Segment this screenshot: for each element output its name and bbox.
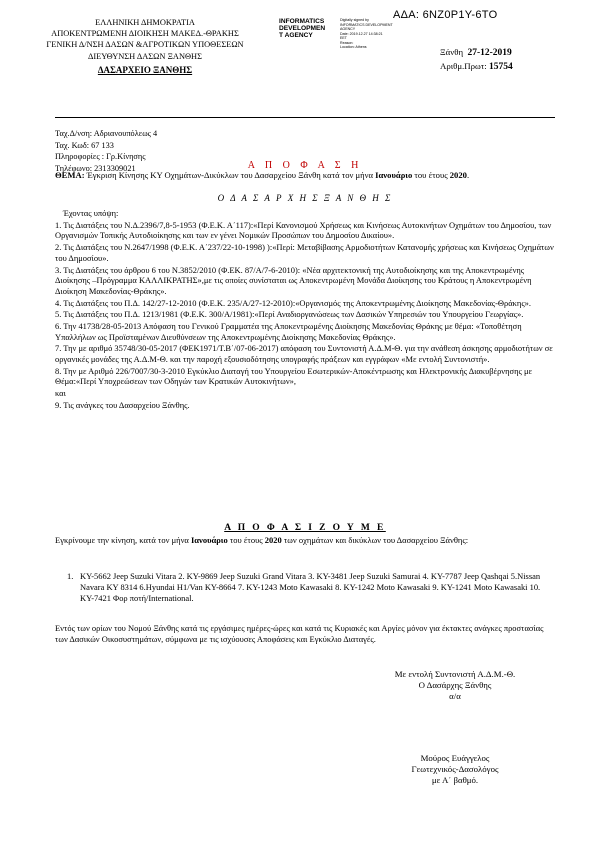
protocol-number: 15754 xyxy=(488,62,513,72)
consideration-conjunction: και xyxy=(55,388,66,399)
approval-text xyxy=(55,535,555,546)
consideration-item: 7. Την με αριθμό 35748/30-05-2017 (ΦΕΚ1971/Τ.Β΄/07-06-2017) απόφαση του Συντονιστή Α.Δ.Μ-Θ. για την ανάθεση άσκησης αρμοδιοτήτων σε οργανικές μονάδες της Α.Δ.Μ-Θ. και την παροχή εξουσιοδότησης υπογραφής πράξεων και εγγράφων «Με εντολή Συντονιστή». xyxy=(55,343,553,365)
consideration-item: 1. Τις Διατάξεις του Ν.Δ.2396/7,8-5-1953 (Φ.Ε.Κ. Α΄117):«Περί Κανονισμού Χρήσεως και Κινήσεως Αυτοκινήτων Οχημάτων του Δημοσίου, των Οργανισμών Τοπικής Αυτοδιοίκησης και των εν γένει Νομικών Προσώπων του Δημοσίου Δικαίου». xyxy=(55,219,552,241)
agency-signature-logo xyxy=(279,18,325,40)
signatory-title: Γεωτεχνικός-Δασολόγος xyxy=(411,764,499,775)
subject-year: 2020 xyxy=(449,170,467,180)
consideration-item: 4. Τις Διατάξεις του Π.Δ. 142/27-12-2010 (Φ.Ε.Κ. 235/Α/27-12-2010):«Οργανισμός της Αποκεντρωμένης Διοίκησης Μακεδονίας-Θράκης». xyxy=(55,297,531,308)
considerations-intro: Έχοντας υπόψη: xyxy=(63,208,119,218)
logo-line: INFORMATICS xyxy=(279,18,325,25)
protocol-label: Αριθμ.Πρωτ: xyxy=(440,61,487,71)
subject-month: Ιανουάριο xyxy=(375,170,413,180)
consideration-item: 6. Την 41738/28-05-2013 Απόφαση του Γενικού Γραμματέα της Αποκεντρωμένης Διοίκησης Μακεδονίας Θράκης με θέμα: «Τοποθέτηση Υπαλλήλων ως Προϊσταμένων Διευθύνσεων της Αποκεντρωμένης Διοίκησης Μακεδονίας Θράκης». xyxy=(55,321,522,342)
office-name: ΔΑΣΑΡΧΕΙΟ ΞΑΝΘΗΣ xyxy=(97,64,193,75)
contact-address: Ταχ.Δ/νση: Αδριανουπόλεως 4 xyxy=(55,129,158,138)
usage-conditions: Εντός των ορίων του Νομού Ξάνθης κατά τις εργάσιμες ημέρες-ώρες και κατά τις Κυριακές και Αργίες μόνον για έκτακτες ανάγκες προστασίας των Δασικών Οικοσυστημάτων, σύμφωνα με τις ισχύουσες Αποφάσεις και Εγκύκλιο Διαταγές. xyxy=(55,623,544,644)
approval-year: 2020 xyxy=(264,535,282,545)
signature-detail-line: EET xyxy=(340,36,347,40)
signatory-grade: με Α΄ βαθμό. xyxy=(431,775,479,786)
authority-line: Ο Δασάρχης Ξάνθης xyxy=(418,679,492,690)
consideration-item: 8. Την με Αριθμό 226/7007/30-3-2010 Εγκύκλιο Διαταγή του Υπουργείου Εσωτερικών-Αποκέντρωσης και Ηλεκτρονικής Διακυβέρνησης με Θέμα:«Περί Υποχρεώσεων των Οδηγών των Κρατικών Αυτοκινήτων», xyxy=(55,365,533,387)
header-line: ΓΕΝΙΚΗ Δ/ΝΣΗ ΔΑΣΩΝ &ΑΓΡΟΤΙΚΩΝ ΥΠΟΘΕΣΕΩΝ xyxy=(46,40,244,50)
header-divider xyxy=(55,117,555,118)
vehicle-list-number: 1. xyxy=(67,571,74,581)
contact-postcode: Ταχ. Κωδ: 67 133 xyxy=(55,140,114,150)
authority-block xyxy=(360,669,550,701)
header-line: ΑΠΟΚΕΝΤΡΩΜΕΝΗ ΔΙΟΙΚΗΣΗ ΜΑΚΕΔ.-ΘΡΑΚΗΣ xyxy=(51,29,239,39)
approval-text-part: των οχημάτων και δικύκλων του Δασαρχείου Ξάνθης: xyxy=(281,535,469,545)
logo-line: DEVELOPMEN xyxy=(279,25,326,33)
signature-detail-line: Location: Athens xyxy=(340,45,367,49)
date-value: 27-12-2019 xyxy=(467,48,512,58)
logo-line: T AGENCY xyxy=(279,32,313,40)
contact-phone: Τηλέφωνο: 2313309021 xyxy=(55,163,136,173)
subject-text: του έτους xyxy=(412,170,450,180)
subject-label: ΘΕΜΑ: xyxy=(55,170,85,180)
consideration-item: 2. Τις Διατάξεις του Ν.2647/1998 (Φ.Ε.Κ. Α΄237/22-10-1998) ):«Περί: Μεταβίβασης Αρμοδιοτήτων Κατανομής χρήσεως και Κινήσεως Οχημάτων του Δημοσίου». xyxy=(55,242,554,263)
document-title: Α Π Ο Φ Α Σ Η xyxy=(247,160,363,171)
signature-detail-line: Date: 2019.12.27 14:38:21 xyxy=(340,31,383,36)
header-line: ΕΛΛΗΝΙΚΗ ΔΗΜΟΚΡΑΤΙΑ xyxy=(95,18,195,27)
header-line: ΔΙΕΥΘΥΝΣΗ ΔΑΣΩΝ ΞΑΝΘΗΣ xyxy=(87,51,202,61)
approval-text-part: του έτους xyxy=(227,535,265,545)
ada-code: ΑΔΑ: 6ΝΖ0Ρ1Υ-6ΤΟ xyxy=(393,9,498,21)
approval-text-part: Εγκρίνουμε την κίνηση, κατά τον μήνα xyxy=(55,535,191,545)
signature-detail-line: Digitally signed by xyxy=(340,18,369,22)
consideration-item: 5. Τις Διατάξεις του Π.Δ. 1213/1981 (Φ.Ε.Κ. 300/Α/1981):«Περί Αναδιοργανώσεως των Δασικών Υπηρεσιών του Υπουργείου Γεωργίας». xyxy=(55,309,524,320)
approval-month: Ιανουάριο xyxy=(191,535,228,545)
director-heading: Ο Δ Α Σ Α Ρ Χ Η Σ Ξ Α Ν Θ Η Σ xyxy=(217,193,393,203)
vehicle-list-text: KY-5662 Jeep Suzuki Vitara 2. KY-9869 Jeep Suzuki Grand Vitara 3. KY-3481 Jeep Suzuki Samurai 4. KY-7787 Jeep Qashqai 5.Nissan Navara KY 8314 6.Hyundai H1/Van KY-8664 7. KY-1243 Moto Kawasaki 8. KY-1242 Moto Kawasaki 9. KY-1241 Moto Kawasaki 10. KY-7421 Φορ ποτή/International. xyxy=(80,571,541,603)
consideration-item: 3. Τις Διατάξεις του άρθρου 6 του Ν.3852/2010 (Φ.ΕΚ. 87/Α/7-6-2010): «Νέα αρχιτεκτονική της Αυτοδιοίκησης και της Αποκεντρωμένης Διοίκησης –Πρόγραμμα ΚΑΛΛΙΚΡΑΤΗΣ»,με τις οποίες συνίσταται ως Αποκεντρωμένη Μονάδα Διοίκησης του Κράτους η Αποκεντρωμένη Διοίκηση Μακεδονίας-Θράκης». xyxy=(55,264,532,296)
authority-line: Με εντολή Συντονιστή Α.Δ.Μ.-Θ. xyxy=(394,669,516,679)
decision-heading: Α Π Ο Φ Α Σ Ι Ζ Ο Υ Μ Ε xyxy=(224,523,386,533)
considerations xyxy=(55,208,555,412)
authority-line: α/α xyxy=(449,690,461,701)
subject-line xyxy=(55,170,555,181)
vehicle-list xyxy=(67,571,550,603)
subject-text: Έγκριση Κίνησης ΚΥ Οχημάτων-Δικύκλων του Δασαρχείου Ξάνθη κατά τον μήνα xyxy=(84,170,376,180)
issuer-header xyxy=(20,17,270,76)
contact-info-line: Πληροφορίες : Γρ.Κίνησης xyxy=(55,152,146,161)
consideration-item: 9. Τις ανάγκες του Δασαρχείου Ξάνθης. xyxy=(55,399,190,410)
digital-signature-details xyxy=(340,18,394,50)
signature-detail-line: Reason: xyxy=(340,40,354,45)
date-label: Ξάνθη xyxy=(440,47,464,57)
signature-detail-line: INFORMATICS DEVELOPMENT AGENCY xyxy=(340,22,393,31)
signatory-block xyxy=(380,753,530,787)
date-protocol-block xyxy=(440,46,513,74)
subject-text: . xyxy=(466,170,470,180)
signatory-name: Μούρος Ευάγγελος xyxy=(420,753,490,763)
